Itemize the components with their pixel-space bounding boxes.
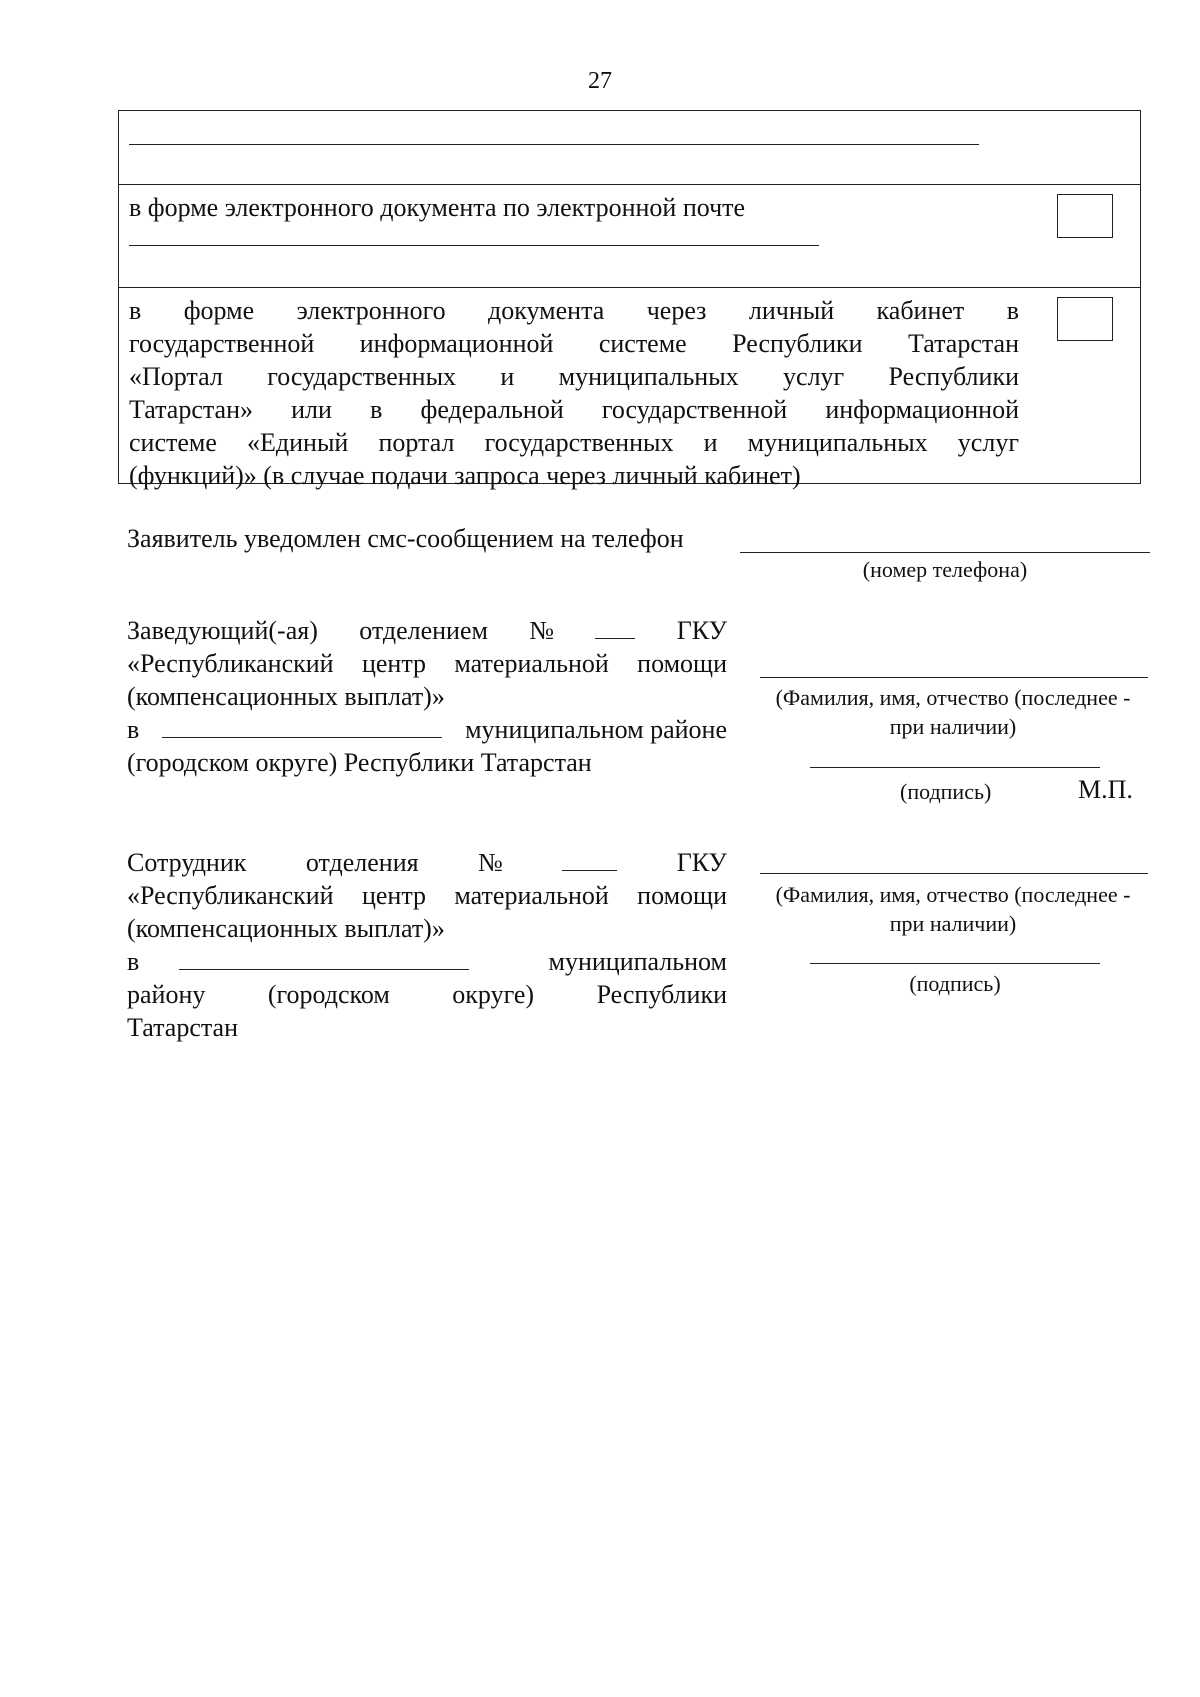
district-word: (городском — [267, 980, 390, 1009]
head-title-word: ГКУ — [676, 616, 727, 645]
portal-option-line: Татарстан» или в федеральной государственной информационной — [129, 395, 1019, 424]
employee-department-number-blank[interactable] — [562, 846, 617, 871]
head-title-number-sign: № — [529, 616, 555, 645]
employee-signature-blank[interactable] — [810, 963, 1100, 964]
employee-title-number-sign: № — [478, 848, 503, 877]
table-row-email-option — [118, 184, 1141, 288]
district-line-2: (городском округе) Республики Татарстан — [127, 748, 592, 777]
table-row-portal-option — [118, 287, 1141, 490]
portal-option-line: (функций)» (в случае подачи запроса через личный кабинет) — [129, 461, 801, 490]
district-line — [127, 713, 727, 746]
district-word: району — [127, 980, 206, 1009]
employee-title-word: отделения — [305, 848, 419, 877]
employee-title-line — [127, 846, 727, 879]
table-row-continuation — [118, 110, 1141, 185]
employee-district-line-3: Татарстан — [127, 1013, 238, 1042]
portal-option-line: в форме электронного документа через личный кабинет в — [129, 296, 1019, 325]
district-prefix: в — [127, 715, 140, 744]
caption-line: (Фамилия, имя, отчество (последнее - — [775, 685, 1131, 710]
district-word: округе) — [452, 980, 535, 1009]
center-name-line-2: (компенсационных выплат)» — [127, 682, 445, 711]
head-title-line — [127, 614, 727, 647]
email-option-label: в форме электронного документа по электронной почте — [129, 193, 746, 222]
head-full-name-blank[interactable] — [760, 677, 1148, 678]
head-of-department-block — [127, 614, 727, 779]
head-full-name-caption — [748, 683, 1158, 741]
head-signature-caption: (подпись) — [900, 779, 992, 804]
portal-option-line: системе «Единый портал государственных и муниципальных услуг — [129, 428, 1019, 457]
caption-line: (Фамилия, имя, отчество (последнее - — [775, 882, 1131, 907]
sms-notice-label: Заявитель уведомлен смс-сообщением на телефон — [127, 524, 684, 553]
head-title-word: Заведующий(-ая) — [127, 616, 318, 645]
center-name-line-2: (компенсационных выплат)» — [127, 914, 445, 943]
caption-line: при наличии) — [889, 911, 1017, 936]
portal-option-line: «Портал государственных и муниципальных услуг Республики — [129, 362, 1019, 391]
employee-district-name-blank[interactable] — [179, 945, 469, 970]
district-suffix: муниципальном — [548, 947, 727, 976]
center-name-line: «Республиканский центр материальной помощи — [127, 649, 727, 678]
blank-line — [129, 144, 979, 145]
portal-option-checkbox[interactable] — [1057, 297, 1113, 341]
district-prefix: в — [127, 947, 140, 976]
employee-title-word: ГКУ — [676, 848, 727, 877]
head-signature-blank[interactable] — [810, 767, 1100, 768]
portal-option-line: государственной информационной системе Республики Татарстан — [129, 329, 1019, 358]
center-name-line: «Республиканский центр материальной помощи — [127, 881, 727, 910]
portal-option-text — [129, 294, 1019, 492]
employee-full-name-caption — [748, 880, 1158, 938]
district-suffix: муниципальном районе — [465, 715, 727, 744]
caption-line: при наличии) — [889, 714, 1017, 739]
employee-block — [127, 846, 727, 1044]
employee-district-line — [127, 945, 727, 978]
employee-district-line-2 — [127, 978, 727, 1011]
email-address-blank[interactable] — [129, 245, 819, 246]
district-name-blank[interactable] — [162, 713, 442, 738]
phone-number-caption: (номер телефона) — [862, 557, 1028, 582]
employee-full-name-blank[interactable] — [760, 873, 1148, 874]
head-title-word: отделением — [359, 616, 488, 645]
email-option-checkbox[interactable] — [1057, 194, 1113, 238]
district-word: Республики — [596, 980, 727, 1009]
page-number: 27 — [588, 68, 612, 94]
department-number-blank[interactable] — [595, 614, 635, 639]
employee-title-word: Сотрудник — [127, 848, 247, 877]
seal-label: М.П. — [1078, 775, 1133, 804]
phone-number-blank[interactable] — [740, 552, 1150, 553]
employee-signature-caption: (подпись) — [909, 971, 1001, 996]
